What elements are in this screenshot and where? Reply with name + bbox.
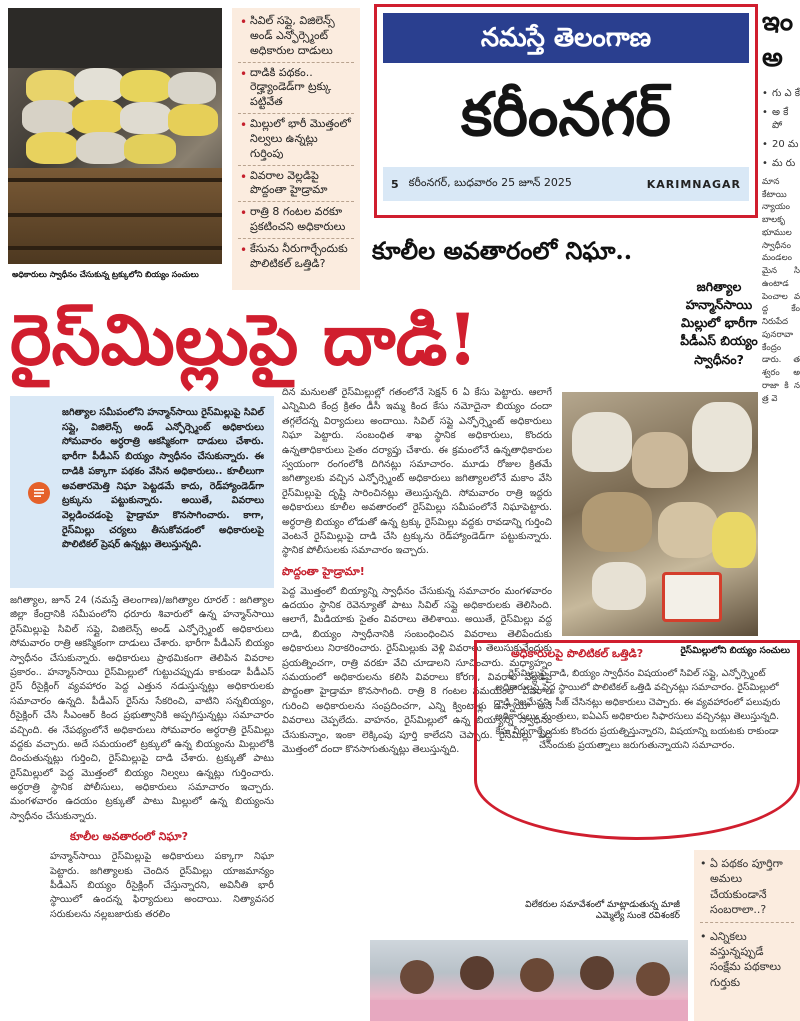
subheading: కూలీల అవతారంలో నిఘా?	[70, 830, 188, 844]
press-meet-caption: విలేకరుల సమావేశంలో మాట్లాడుతున్న మాజీ ఎమ్మెల్యే సుంకె రవిశంకర్	[525, 900, 680, 921]
dateline: కరీంనగర్, బుధవారం 25 జూన్ 2025	[408, 176, 572, 189]
truck-photo	[8, 8, 222, 264]
edition-title: కరీంనగర్	[461, 80, 671, 150]
masthead	[374, 4, 758, 218]
article-text: దిన మనులతో రైస్‌మిల్లుల్లో గతంలోనే సెక్షన్ 6 ఏ కేసు పెట్టారు. ఆలాగే ఎన్నిమిది కేంద్ర క్రితం డీసీ ఇమ్మ కింద కేసు నమోదైనా బియ్యం దందా తగ్గలేదన్న విర్యాదులు అందాయి. సివిల్ సప్లై ఎన్ఫోర్స్మెంట్ అధికారులు నిఘా పెట్టారు. సంబంధిత శాఖ స్థానిక అధికారులు, కొందరు ఉన్నతాధికారులు సైతం దర్యాప్తు చేశారు. ఈ క్రమంలోనే ఉన్నతాధికారుల స్వయంగా రంగంలోకి దిగినట్లు సమాచారం. మూడు రోజుల క్రితమే జగిత్యాలకు వచ్చిన ఎన్ఫోర్స్మెంట్ అధికారులు జగిత్యాలలోనే మకాం వేసి రైస్‌మిల్లుపై దృష్టి సారించినట్లు తెలుస్తున్నది. సోమవారం రాత్రి ఇద్దరు అధికారులు కూలీల అవతారంలో రైస్‌మిల్లు సమీపంలోనే నిఘాపెట్టారు. అర్ధరాత్రి బియ్యం లోడుతో ఉన్న ట్రక్కు రైస్‌మిల్లు వద్దకు రావడాన్ని గుర్తించి వెంటనే రైస్‌మిల్లుపై దాడి చేసి ట్రక్కును రెడ్‌హ్యాండెడ్‌గా పట్టుకున్నారు. స్థానిక పోలీసులకు సమాచారం ఇచ్చారు.	[282, 387, 552, 557]
side-headline: ఇం అ	[762, 7, 794, 74]
summary-box	[10, 396, 274, 588]
article-column-1	[10, 594, 274, 1014]
press-meet-photo	[370, 940, 688, 1021]
side-bullet: • 20 మ	[762, 138, 800, 151]
edition-english: KARIMNAGAR	[646, 177, 741, 191]
side-body-text: మాన కేటాయి న్యాయం బాలకృ భూముల స్వాధీనం మండలం మైన సి ఉంటాడ పెంచాల వద్ద కేం నిరుపేద పునరావా కేంద్రం డారు. త శ్వరం అ రాజా కి నత్ర వె	[762, 176, 800, 404]
highlight-item: • కేసును నీరుగార్చేందుకు పొలిటికల్ ఒత్తిడి?	[238, 242, 354, 275]
highlight-item: • సివిల్ సప్లై, విజిలెన్స్ అండ్ ఎన్ఫోర్స్మెంట్ అధికారుల దాడులు	[238, 14, 354, 63]
press-highlight: • ఎన్నికలు వస్తున్నప్పుడే సంక్షేమ పథకాలు గుర్తుకు	[700, 929, 794, 991]
quote-icon	[28, 482, 50, 504]
kicker: కూలీల అవతారంలో నిఘా..	[372, 236, 633, 265]
article-text: జగిత్యాల, జూన్ 24 (నమస్తే తెలంగాణ)/జగిత్యాల రూరల్ : జగిత్యాల జిల్లా కేంద్రానికి సమీపంలోని ధరూరు శివారులో ఉన్న హన్మాన్‌సాయి రైస్‌మిల్లుపై సివిల్ సప్లై, విజిలెన్స్ అండ్ ఎన్ఫోర్స్మెంట్ అధికారులు సోమవారం రాత్రి ఆకస్మికంగా దాడులు చేశారు. భారీగా పీడీఎస్ బియ్యం స్వాధీనం చేసుకున్నారు. అధికారులు ప్రాథమికంగా తెలిపిన వివరాల ప్రకారం.. హన్మాన్‌సాయి రైస్‌మిల్లులో గుట్టుచప్పుడు కాకుండా పీడీఎస్ రైస్ రీసైక్లింగ్ వ్యవహారం పెద్ద ఎత్తున నడుస్తున్నట్లు అధికారులకు సమాచారం ఉన్నది. పీడీఎస్ రైస్‌ను సేకరించి, వాటిని సన్నబియ్యం, రీసైక్లింగ్ చేసి సీఎంఆర్ కింద ప్రభుత్వానికి అప్పగిస్తున్నట్లు సమాచారం వచ్చింది. ఈ నేపథ్యంలోనే అధికారులు సోమవారం అర్ధరాత్రి రైస్‌మిల్లు వద్దకు వచ్చారు. అదే సమయంలో ట్రక్కులో ఉన్న బియ్యంను మిల్లులోకి దించుతున్నట్లు గుర్తించి, రైస్‌మిల్లుపై దాడి చేశారు. ట్రక్కుతో పాటు రైస్‌మిల్లులో పెద్ద మొత్తంలో బియ్యం నిల్వలు ఉన్నట్లు గుర్తించారు. అర్ధరాత్రి స్థానిక పోలీసులు, అధికారులు సమాచారం ఇచ్చారు. మంగళవారం ఉదయం ట్రక్కుతో పాటు మిల్లులో ఉన్న బియ్యంను స్వాధీనం చేసుకున్నారు.	[10, 595, 274, 822]
truck-photo-caption: అధికారులు స్వాధీనం చేసుకున్న ట్రక్కులోని బియ్యం సంచులు	[12, 270, 199, 279]
press-highlight: • ఏ పథకం పూర్తిగా అమలు చేయకుండానే సంబరాలా..?	[700, 856, 794, 923]
rice-sacks-photo	[562, 392, 758, 636]
side-bullet: • మ రు	[762, 157, 800, 170]
highlight-item: • మిల్లులో భారీ మొత్తంలో నిల్వలు ఉన్నట్లు గుర్తింపు	[238, 117, 354, 166]
paper-name: నమస్తే తెలంగాణ	[383, 13, 749, 63]
article-text: పెద్ద మొత్తంలో బియ్యాన్ని స్వాధీనం చేసుకున్న సమాచారం మంగళవారం ఉదయం స్థానిక రెవెన్యూతో పాటు సివిల్ సప్లై అధికారులకు తెలిసింది. ఆలాగే, మీడియాకు సైతం వివరాలు తెలిశాయి. అయితే, రైస్‌మిల్లు వద్ద దాడి, బియ్యం స్వాధీనానికి సంబంధించిన వివరాలు తెలిపేందుకు అధికారులు నిరాకరించారు. రైస్‌మిల్లుకు వెళ్లి వివరాలు తెలుసుకునేందుకు ప్రయత్నించగా, రాత్రి వరకూ వేచి చూడాలని సూచించారు. మధ్యాహ్నం సమయంలో అధికారులను కలిసి వివరాలు కోరగా, వివరాల వెల్లడిపై పొద్దంతా హైడ్రామా కొనసాగింది. రాత్రి 8 గంటల సమయంలో వివరాల గురించి అధికారులను సంప్రదించగా, ఎన్ని క్వింటాళ్లు ఉన్నాయో అనే వివరాలు చెప్పలేదు. వాహనం, రైస్‌మిల్లులో ఉన్న బియ్యాన్ని స్వాధీనం చేసుకున్నాం, ఇంకా లెక్కింపు పూర్తి కాలేదని చెప్పారు. రైస్‌మిల్లు పెద్ద మొత్తంలో దందా కొనసాగుతున్నట్లు తెలుస్తున్నది.	[282, 585, 552, 755]
political-text: రైస్‌మిల్లుపై దాడి, బియ్యం స్వాధీనం విషయంలో సివిల్ సప్లై, ఎన్ఫోర్స్మెంట్ అధికారులపై పెద్ద స్థాయిలో పొలిటికల్ ఒత్తిడి వచ్చినట్లు సమాచారం. రైస్‌మిల్లులో దాడి నిజమేనని, సీజ్ చేసినట్లు అధికారులు చెప్పారు. ఈ వ్యవహారంలో పలువురు అధికారులు, మంత్రులు, ఐఏఎస్ అధికారుల సిఫారసులు వచ్చినట్లు తెలుస్తున్నది. కేసు నీరుగార్చేందుకు కొందరు ప్రయత్నిస్తున్నారని, విషయాన్ని బయటకు రాకుండా చేసేందుకు ప్రయత్నాలు జరుగుతున్నాయని సమాచారం.	[493, 668, 781, 752]
main-headline: రైస్‌మిల్లుపై దాడి!	[10, 298, 479, 381]
side-bullet: • గు ఎ కే	[762, 87, 800, 100]
summary-text: జగిత్యాల సమీపంలోని హన్మాన్‌సాయి రైస్‌మిల్లుపై సివిల్ సప్లై, విజిలెన్స్ అండ్ ఎన్ఫోర్స్మెంట్ అధికారులు సోమవారం అర్ధరాత్రి ఆకస్మికంగా దాడులు చేశారు. భారీగా పీడీఎస్ బియ్యం స్వాధీనం చేసుకున్నారు. ఈ దాడికి పక్కాగా పథకం వేసిన అధికారులు.. కూలీలుగా అవతారమెత్తి నిఘా పెట్టడమే కాదు, రెడ్‌హ్యాండెడ్‌గా ట్రక్కును పట్టుకున్నారు. అయితే, వివరాలు వెల్లడించడంపై హైడ్రామా కొనసాగించారు. కాగా, రైస్‌మిల్లు చర్యలు తీసుకోవడంలో అధికారులపై పొలిటికల్ ప్రెషర్ ఉన్నట్లు తెలుస్తున్నది.	[62, 407, 264, 551]
highlight-item: • వివరాల వెల్లడిపై పొద్దంతా హైడ్రామా	[238, 169, 354, 203]
political-pressure-box	[474, 640, 800, 840]
highlights-box	[232, 8, 360, 290]
side-story	[762, 4, 800, 524]
highlight-item: • దాడికి పథకం.. రెడ్హ్యాండెడ్‌గా ట్రక్కు పట్టివేత	[238, 66, 354, 115]
dateline-strip	[383, 167, 749, 201]
subheading: పొద్దంతా హైడ్రామా!	[282, 564, 365, 578]
highlight-item: • రాత్రి 8 గంటల వరకూ ప్రకటించని అధికారులు	[238, 205, 354, 239]
deck: జగిత్యాల హన్మాన్‌సాయి మిల్లులో భారీగా పీడీఎస్ బియ్యం స్వాధీనం?	[680, 279, 758, 367]
side-bullet: • అ కే పో	[762, 106, 800, 132]
article-text: హన్మాన్‌సాయి రైస్‌మిల్లుపై అధికారులు పక్కాగా నిఘా పెట్టారు. జగిత్యాలకు చెందిన రైస్‌మిల్లు యాజమాన్యం పీడీఎస్ బియ్యం రీసైక్లింగ్ చేస్తున్నారని, అవినీతి భారీ స్థాయిలో ఉందన్న ఫిర్యాదులు అందాయి. నిత్యావసర సరుకులను నల్లబజారుకు తరలిం	[50, 851, 274, 920]
political-title: అధికారులపై పొలిటికల్ ఒత్తిడి?	[511, 647, 644, 660]
rice-photo-caption: రైస్‌మిల్లులోని బియ్యం సంచులు	[680, 646, 790, 656]
page-number: 5	[391, 177, 399, 191]
press-highlights-box	[694, 850, 800, 1021]
